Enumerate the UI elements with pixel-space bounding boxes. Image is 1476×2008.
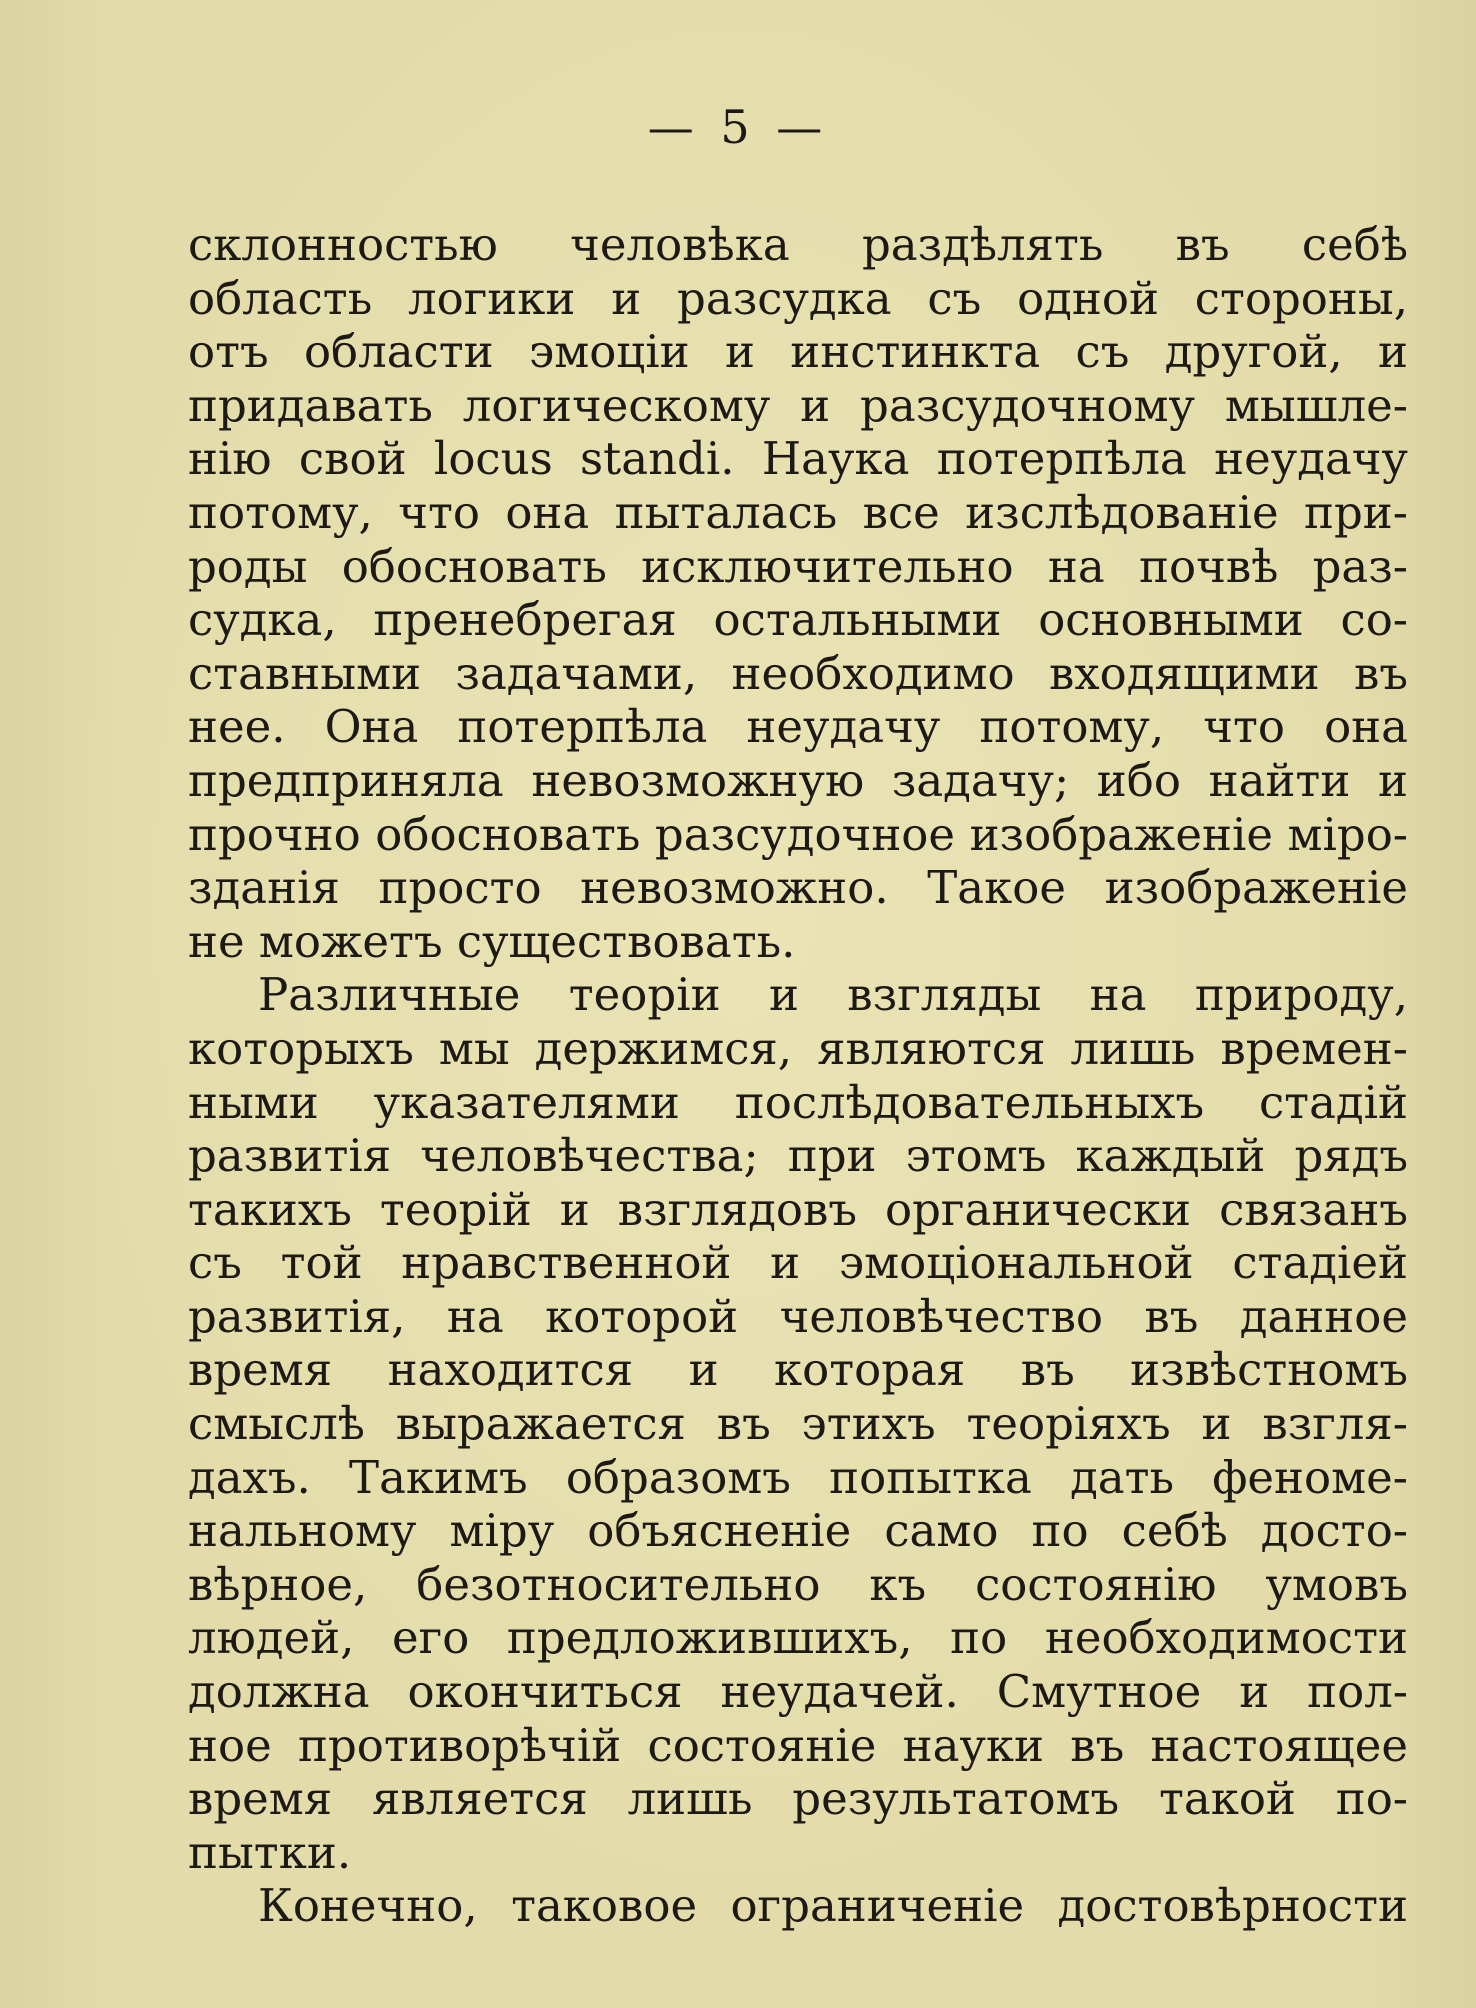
text-line: придавать логическому и разсудочному мышле- xyxy=(188,378,1408,432)
text-line: развитія, на которой человѣчество въ данное xyxy=(188,1289,1408,1343)
text-line: нее. Она потерпѣла неудачу потому, что она xyxy=(188,700,1408,754)
text-line: ное противорѣчій состояніе науки въ настоящее xyxy=(188,1718,1408,1772)
text-line: смыслѣ выражается въ этихъ теоріяхъ и взгля- xyxy=(188,1397,1408,1451)
text-line: ными указателями послѣдовательныхъ стадій xyxy=(188,1075,1408,1129)
text-line: прочно обосновать разсудочное изображеніе міро- xyxy=(188,807,1408,861)
text-line: такихъ теорій и взглядовъ органически связанъ xyxy=(188,1182,1408,1236)
text-line: роды обосновать исключительно на почвѣ раз- xyxy=(188,539,1408,593)
text-line: склонностью человѣка раздѣлять въ себѣ xyxy=(188,218,1408,271)
text-line: зданія просто невозможно. Такое изображеніе xyxy=(188,861,1408,915)
page-number: — 5 — xyxy=(647,100,829,154)
text-line: время является лишь результатомъ такой по- xyxy=(188,1772,1408,1826)
text-line: Конечно, таковое ограниченіе достовѣрности xyxy=(258,1879,1408,1933)
text-line: вѣрное, безотносительно къ состоянію умовъ xyxy=(188,1557,1408,1611)
body-text xyxy=(188,218,1408,1933)
text-line: съ той нравственной и эмоціональной стадіей xyxy=(188,1236,1408,1290)
text-line: время находится и которая въ извѣстномъ xyxy=(188,1343,1408,1397)
text-line: дахъ. Такимъ образомъ попытка дать феноме- xyxy=(188,1450,1408,1504)
text-line: Различные теоріи и взгляды на природу, xyxy=(258,968,1408,1022)
text-line: которыхъ мы держимся, являются лишь времен- xyxy=(188,1021,1408,1075)
text-line: область логики и разсудка съ одной стороны, xyxy=(188,271,1408,325)
text-line: нію свой locus standi. Наука потерпѣла неудачу xyxy=(188,432,1408,486)
text-line: судка, пренебрегая остальными основными со- xyxy=(188,593,1408,647)
text-line: людей, его предложившихъ, по необходимости xyxy=(188,1611,1408,1665)
text-line: развитія человѣчества; при этомъ каждый рядъ xyxy=(188,1129,1408,1183)
text-line: не можетъ существовать. xyxy=(188,914,796,968)
text-line: отъ области эмоціи и инстинкта съ другой, и xyxy=(188,325,1408,379)
text-line: предприняла невозможную задачу; ибо найти и xyxy=(188,753,1408,807)
text-line: потому, что она пыталась все изслѣдованіе при- xyxy=(188,485,1408,539)
text-line: должна окончиться неудачей. Смутное и пол- xyxy=(188,1665,1408,1719)
text-line: ставными задачами, необходимо входящими въ xyxy=(188,646,1408,700)
text-line: нальному міру объясненіе само по себѣ досто- xyxy=(188,1504,1408,1558)
text-line: пытки. xyxy=(188,1825,352,1879)
